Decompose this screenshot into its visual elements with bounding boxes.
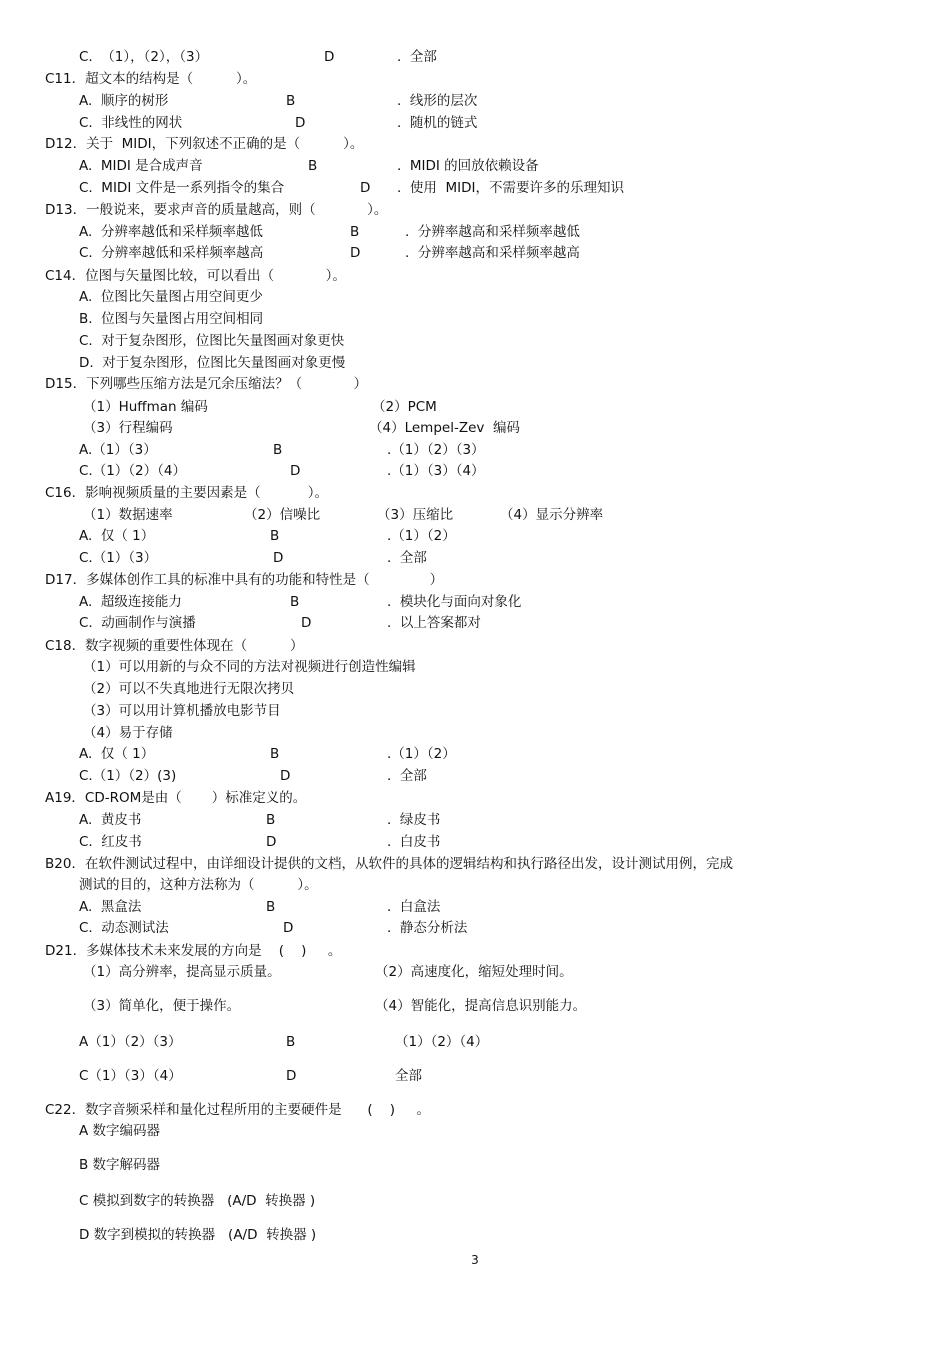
question-text: D 数字到模拟的转换器 (A/D 转换器 ) bbox=[79, 1227, 317, 1243]
question-text: （3）简单化，便于操作。 bbox=[83, 998, 241, 1014]
question-text: C18．数字视频的重要性体现在（ ） bbox=[45, 638, 304, 654]
option-text: B bbox=[273, 442, 283, 458]
question-text: C 模拟到数字的转换器 (A/D 转换器 ) bbox=[79, 1193, 316, 1209]
question-text: C（1）（3）（4） bbox=[79, 1068, 182, 1084]
question-text: （1）数据速率 bbox=[83, 507, 173, 523]
option-text: 全部 bbox=[395, 1068, 422, 1084]
question-text: A. 位图比矢量图占用空间更少 bbox=[79, 289, 263, 305]
option-text: B bbox=[266, 899, 276, 915]
question-text: A. 黄皮书 bbox=[79, 812, 142, 828]
option-text: . 分辨率越高和采样频率越高 bbox=[405, 245, 580, 261]
question-text: C.（1）（2）(3) bbox=[79, 768, 177, 784]
question-text: A（1）（2）（3） bbox=[79, 1034, 182, 1050]
question-text: A. 分辨率越低和采样频率越低 bbox=[79, 224, 263, 240]
option-text: （3）压缩比 bbox=[377, 507, 454, 523]
question-text: C11．超文本的结构是（ ）。 bbox=[45, 71, 257, 87]
question-text: C. 非线性的网状 bbox=[79, 115, 183, 131]
option-text: D bbox=[290, 463, 301, 479]
option-text: （4）Lempel-Zev 编码 bbox=[369, 420, 520, 436]
question-text: D17．多媒体创作工具的标准中具有的功能和特性是（ ） bbox=[45, 572, 444, 588]
option-text: . 以上答案都对 bbox=[387, 615, 481, 631]
question-text: D12．关于 MIDI，下列叙述不正确的是（ ）。 bbox=[45, 136, 364, 152]
option-text: . 白盒法 bbox=[387, 899, 441, 915]
option-text: . 全部 bbox=[387, 768, 427, 784]
option-text: D bbox=[283, 920, 294, 936]
question-text: C. （1），（2），（3） bbox=[79, 49, 209, 65]
question-text: A. 超级连接能力 bbox=[79, 594, 182, 610]
option-text: .（1）（2）（3） bbox=[387, 442, 485, 458]
question-text: C22．数字音频采样和量化过程所用的主要硬件是 ( ) 。 bbox=[45, 1102, 431, 1118]
option-text: D bbox=[266, 834, 277, 850]
option-text: D bbox=[360, 180, 371, 196]
option-text: B bbox=[266, 812, 276, 828]
option-text: . 绿皮书 bbox=[387, 812, 441, 828]
option-text: B bbox=[270, 746, 280, 762]
question-text: A 数字编码器 bbox=[79, 1123, 161, 1139]
option-text: D bbox=[301, 615, 312, 631]
question-text: A.（1）（3） bbox=[79, 442, 157, 458]
option-text: B bbox=[286, 1034, 296, 1050]
question-text: C. 红皮书 bbox=[79, 834, 142, 850]
option-text: B bbox=[290, 594, 300, 610]
question-text: C. 分辨率越低和采样频率越高 bbox=[79, 245, 264, 261]
question-text: C16．影响视频质量的主要因素是（ ）。 bbox=[45, 485, 329, 501]
question-text: （3）行程编码 bbox=[83, 420, 173, 436]
option-text: B bbox=[350, 224, 360, 240]
option-text: .（1）（3）（4） bbox=[387, 463, 485, 479]
question-text: D13．一般说来，要求声音的质量越高，则（ ）。 bbox=[45, 202, 388, 218]
question-text: A. 顺序的树形 bbox=[79, 93, 169, 109]
question-text: D21．多媒体技术未来发展的方向是 ( ) 。 bbox=[45, 943, 342, 959]
question-text: C. 动画制作与演播 bbox=[79, 615, 196, 631]
question-text: C14．位图与矢量图比较，可以看出（ ）。 bbox=[45, 268, 346, 284]
question-text: C.（1）（3） bbox=[79, 550, 158, 566]
option-text: D bbox=[295, 115, 306, 131]
question-text: B. 位图与矢量图占用空间相同 bbox=[79, 311, 264, 327]
question-text: C.（1）（2）（4） bbox=[79, 463, 186, 479]
option-text: . 分辨率越高和采样频率越低 bbox=[405, 224, 580, 240]
question-text: （4）易于存储 bbox=[83, 725, 173, 741]
question-text: A. MIDI 是合成声音 bbox=[79, 158, 203, 174]
page-number: 3 bbox=[471, 1253, 479, 1267]
option-text: （4）智能化，提高信息识别能力。 bbox=[375, 998, 587, 1014]
question-text: B20．在软件测试过程中，由详细设计提供的文档，从软件的具体的逻辑结构和执行路径出发，设计测试用例，完成 bbox=[45, 856, 733, 872]
option-text: D bbox=[350, 245, 361, 261]
option-text: . 白皮书 bbox=[387, 834, 441, 850]
option-text: （1）（2）（4） bbox=[395, 1034, 489, 1050]
question-text: （1）Huffman 编码 bbox=[83, 399, 208, 415]
option-text: B bbox=[286, 93, 296, 109]
question-text: A. 仅（ 1） bbox=[79, 746, 155, 762]
option-text: D bbox=[286, 1068, 297, 1084]
option-text: （2）信噪比 bbox=[244, 507, 321, 523]
option-text: D bbox=[324, 49, 335, 65]
option-text: . 使用 MIDI，不需要许多的乐理知识 bbox=[397, 180, 624, 196]
question-text: 测试的目的，这种方法称为（ ）。 bbox=[79, 877, 318, 893]
question-text: D. 对于复杂图形，位图比矢量图画对象更慢 bbox=[79, 355, 346, 371]
option-text: （2）PCM bbox=[372, 399, 437, 415]
option-text: . 静态分析法 bbox=[387, 920, 468, 936]
question-text: C. MIDI 文件是一系列指令的集合 bbox=[79, 180, 285, 196]
question-text: （2）可以不失真地进行无限次拷贝 bbox=[83, 681, 295, 697]
question-text: B 数字解码器 bbox=[79, 1157, 161, 1173]
option-text: D bbox=[280, 768, 291, 784]
question-text: A. 黑盒法 bbox=[79, 899, 142, 915]
option-text: （4）显示分辨率 bbox=[500, 507, 604, 523]
option-text: .（1）（2） bbox=[387, 528, 456, 544]
question-text: A. 仅（ 1） bbox=[79, 528, 155, 544]
question-text: C. 对于复杂图形，位图比矢量图画对象更快 bbox=[79, 333, 345, 349]
option-text: . 模块化与面向对象化 bbox=[387, 594, 522, 610]
option-text: . 全部 bbox=[387, 550, 427, 566]
option-text: （2）高速度化，缩短处理时间。 bbox=[375, 964, 573, 980]
option-text: . MIDI 的回放依赖设备 bbox=[397, 158, 539, 174]
question-text: C. 动态测试法 bbox=[79, 920, 169, 936]
option-text: . 随机的链式 bbox=[397, 115, 478, 131]
question-text: D15．下列哪些压缩方法是冗余压缩法？（ ） bbox=[45, 376, 368, 392]
option-text: B bbox=[308, 158, 318, 174]
option-text: B bbox=[270, 528, 280, 544]
option-text: . 线形的层次 bbox=[397, 93, 478, 109]
option-text: . 全部 bbox=[397, 49, 437, 65]
option-text: .（1）（2） bbox=[387, 746, 456, 762]
question-text: （3）可以用计算机播放电影节目 bbox=[83, 703, 281, 719]
question-text: （1）可以用新的与众不同的方法对视频进行创造性编辑 bbox=[83, 659, 416, 675]
question-text: A19．CD-ROM是由（ ）标准定义的。 bbox=[45, 790, 307, 806]
question-text: （1）高分辨率，提高显示质量。 bbox=[83, 964, 281, 980]
option-text: D bbox=[273, 550, 284, 566]
